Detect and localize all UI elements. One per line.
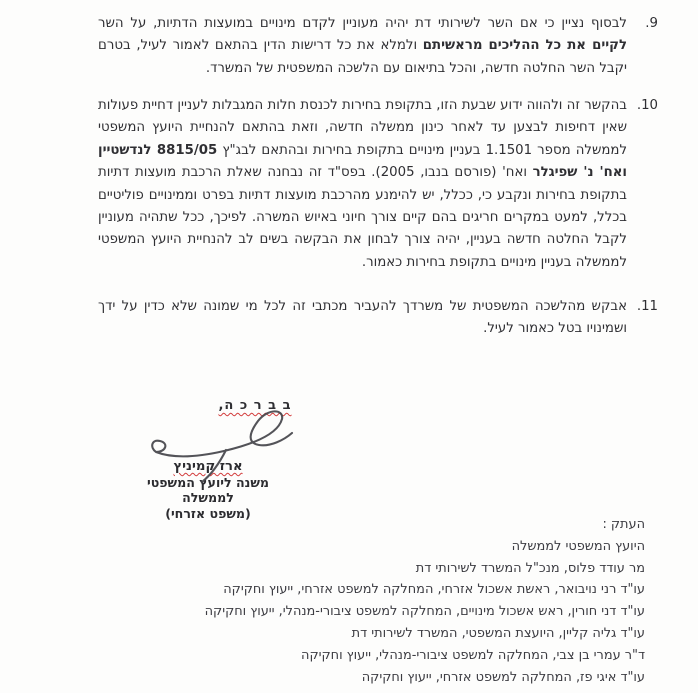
- paragraph-11-number: 11.: [636, 299, 658, 314]
- paragraph-9-text: [98, 13, 627, 80]
- cc-item: עו"ד איגי פז, המחלקה למשפט אזרחי, ייעוץ וחקיקה: [361, 669, 645, 685]
- cc-item: ד"ר עמרי בן צבי, המחלקה למשפט ציבורי-מנהלי, ייעוץ וחקיקה: [301, 647, 645, 663]
- text-run-bold: לקיים את כל ההליכים מראשיתם: [422, 38, 627, 54]
- text-run: ולמלא את כל דרישות הדין בהתאם לאמור לעיל, בטרם יקבל השר החלטה חדשה, והכל בתיאום עם הלשכה המשפטית של המשרד.: [98, 38, 627, 76]
- cc-section: [30, 514, 645, 688]
- paragraph-9: [98, 13, 658, 80]
- cc-item: עו"ד גליה קליין, היועצת המשפטי, המשרד לשירותי דת: [351, 625, 645, 641]
- signer-title: משנה ליועץ המשפטי לממשלה: [146, 474, 269, 506]
- signer-name: ארז קמיניץ: [173, 459, 243, 474]
- cc-item: עו"ד דני חורין, ראש אשכול מינויים, המחלקה למשפט ציבורי-מנהלי, ייעוץ וחקיקה: [204, 604, 645, 620]
- text-run: ואח' (פורסם בנבו, 2005). בפס"ד זה נבחנה שאלת הרכבת מועצות דתיות בתקופת בחירות ונקבע כי, ככלל, יש להימנע מהרכבת מועצות דתיות בפרט וממינויים פוליטיים בכלל, למעט במקרים חריגים בהם קיים צורך חיוני באיוש המשרה. לפיכך, ככל שתהיה מעוניין לקבל החלטה חדשה בעניין, יהיה צורך לבחון את הבקשה בשים לב להנחיית היועץ המשפטי לממשלה בעניין מינויים בתקופת בחירות כאמור.: [98, 165, 627, 270]
- cc-label: העתק :: [602, 517, 645, 532]
- paragraph-11-text: [98, 296, 627, 341]
- text-run-bold: 8815/05 לנדשטיין ואח' נ' שפיגלר: [98, 142, 627, 181]
- cc-item: עו"ד רני נויבואר, ראשת אשכול אזרחי, המחלקה למשפט אזרחי, ייעוץ וחקיקה: [223, 582, 645, 598]
- handwritten-signature: [146, 406, 322, 490]
- cc-item: היועץ המשפטי לממשלה: [511, 538, 645, 554]
- signer-department: (משפט אזרחי): [165, 505, 251, 521]
- paragraph-9-number: 9.: [645, 16, 658, 31]
- text-run: לבסוף נציין כי אם השר לשירותי דת יהיה מעוניין לקדם מינויים במועצות הדתיות, על השר: [98, 16, 627, 31]
- cc-item: מר עודד פלוס, מנכ"ל המשרד לשירותי דת: [415, 560, 645, 576]
- text-run: אבקש מהלשכה המשפטית של משרדך להעביר מכתבי זה לכל מי שמונה שלא כדין על ידך ושמינויו בטל כאמור לעיל.: [98, 299, 627, 337]
- paragraph-10-number: 10.: [636, 98, 658, 113]
- paragraph-11: [98, 296, 658, 341]
- paragraph-10-text: [98, 95, 627, 274]
- text-run: בהקשר זה ולהווה ידוע שבעת הזו, בתקופת בחירות לכנסת חלות המגבלות לעניין דחיית פעולות שאין דחיפות לבצען עד לאחר כינון ממשלה חדשה, וזאת בהתאם להנחיית היועץ המשפטי לממשלה מספר 1.1501 בעניין מינויים בתקופת בחירות ובהתאם לבג"ץ: [98, 98, 628, 158]
- closing-salutation: ב ב ר כ ה,: [218, 398, 292, 413]
- paragraph-10: [98, 95, 658, 274]
